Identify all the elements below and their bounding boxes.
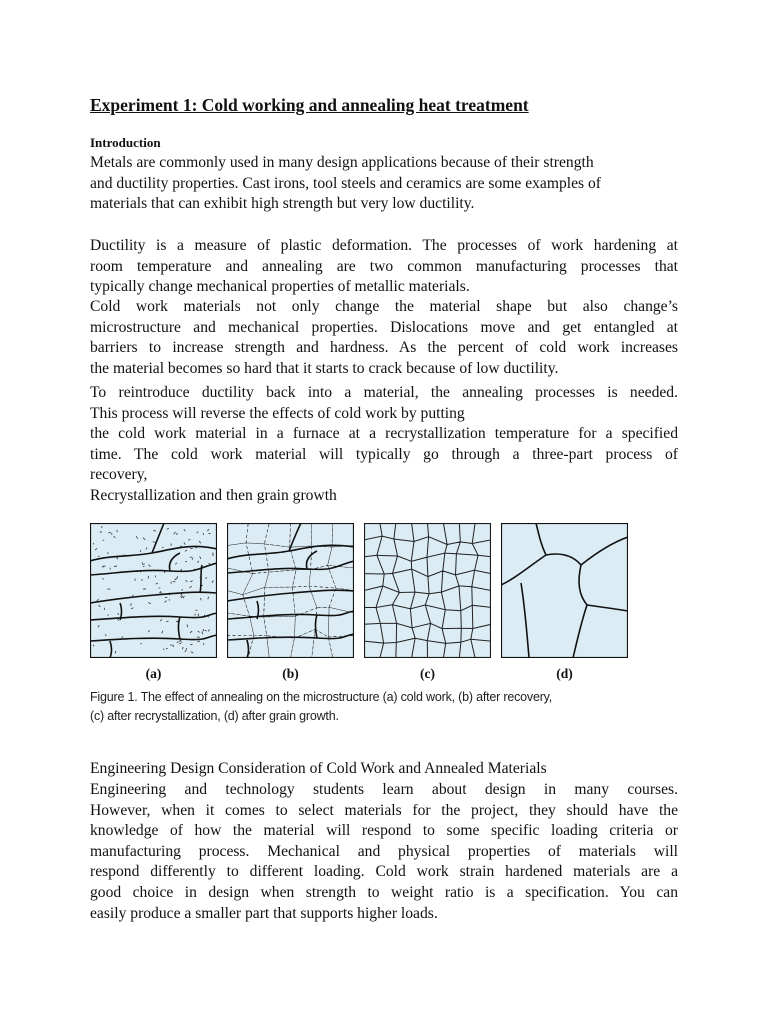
figure-caption (90, 688, 552, 725)
figure-1 (90, 520, 650, 690)
text-line: typically change mechanical properties of metallic materials. (90, 278, 470, 296)
text-line: To reintroduce ductility back into a material, the annealing processes is needed. (90, 384, 678, 401)
text-line: time. The cold work material will typically go through a three-part process of (90, 445, 678, 463)
paragraph-3 (90, 297, 678, 379)
caption-line: Figure 1. The effect of annealing on the microstructure (a) cold work, (b) after recovery, (90, 690, 553, 704)
text-line: the material becomes so hard that it starts to crack because of low ductility. (90, 359, 559, 377)
text-line: This process will reverse the effects of cold work by putting (90, 404, 465, 422)
text-line: room temperature and annealing are two common manufacturing processes that (90, 257, 678, 275)
figure-label-b: (b) (282, 666, 299, 681)
text-line: and ductility properties. Cast irons, tool steels and ceramics are some examples of (90, 174, 601, 192)
microstructure-panel-d (501, 523, 628, 658)
figure-label-d: (d) (556, 666, 573, 681)
microstructure-panel-a (90, 523, 217, 658)
text-line: Engineering and technology students learn about design in many courses. (90, 781, 678, 798)
text-line: microstructure and mechanical properties. Dislocations move and get entangled at (90, 318, 678, 336)
text-line: Ductility is a measure of plastic deformation. The processes of work hardening at (90, 237, 678, 254)
caption-line: (c) after recrystallization, (d) after grain growth. (90, 708, 339, 723)
text-line: respond differently to different loading. Cold work strain hardened materials are a (90, 863, 678, 881)
section-label-introduction: Introduction (90, 135, 161, 150)
text-line: knowledge of how the material will respond to some specific loading criteria or (90, 822, 678, 840)
paragraph-1 (90, 153, 678, 215)
text-line: Metals are commonly used in many design applications because of their strength (90, 154, 594, 171)
text-line: Recrystallization and then grain growth (90, 486, 337, 504)
text-line: good choice in design when strength to weight ratio is a specification. You can (90, 883, 678, 901)
paragraph-2 (90, 236, 678, 298)
figure-label-c: (c) (420, 666, 435, 681)
text-line: However, when it comes to select materials for the project, they should have the (90, 801, 678, 819)
text-line: barriers to increase strength and hardness. As the percent of cold work increases (90, 339, 678, 357)
paragraph-4 (90, 383, 678, 507)
paragraph-5 (90, 780, 678, 924)
section-heading: Engineering Design Consideration of Cold Work and Annealed Materials (90, 760, 547, 777)
microstructure-panel-c (364, 523, 491, 658)
text-line: recovery, (90, 466, 148, 484)
text-line: easily produce a smaller part that supports higher loads. (90, 904, 438, 922)
figure-label-a: (a) (145, 666, 162, 681)
text-line: manufacturing process. Mechanical and physical properties of materials will (90, 842, 678, 860)
text-line: the cold work material in a furnace at a recrystallization temperature for a specified (90, 425, 678, 443)
microstructure-panel-b (227, 523, 354, 658)
text-line: Cold work materials not only change the material shape but also change’s (90, 298, 678, 315)
text-line: materials that can exhibit high strength but very low ductility. (90, 195, 475, 213)
page-title: Experiment 1: Cold working and annealing heat treatment (90, 95, 529, 115)
